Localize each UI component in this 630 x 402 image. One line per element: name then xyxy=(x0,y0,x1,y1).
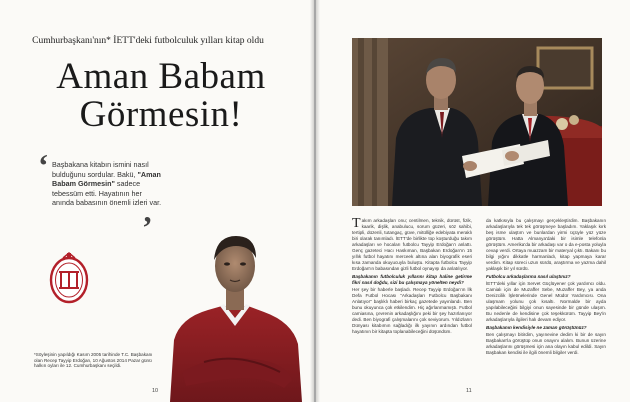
interview-question: Başbakanın kendisiyle ne zaman görüştünüz? xyxy=(486,324,587,330)
caption: *Söyleşinin yapıldığı Kasım 2005 tarihinde T.C. Başbakanı olan Recep Tayyip Erdoğan, 10 Ağustos 2014 Pazar günü halkın oyları ile 12. Cumhurbaşkanı seçildi. xyxy=(34,352,153,369)
headline-line-1: Aman Babam xyxy=(56,56,266,97)
article-paragraph: İETT'deki yıllar için Servet Güçlüyener çok yardımcı oldu. Camialı için de Muzaffer Sebe, Muzaffer Bey, ya anda Denizcilik İşletmelerinde Genel Müdür Yardımcısı. Ona ulaşmam yolunu çok kısaltı. Normalde bir ayda yapılabileceğini bilgiyi onun sayesinde bir günde ulaşım. Bu nedenle de kendisine çok teşekkürüm. Tayyip Bey'in arkadaşlarıyla ilgileri halı devam ediyor. xyxy=(486,281,606,322)
quote-open-icon: ‘ xyxy=(38,147,49,183)
drop-cap: T xyxy=(352,218,361,231)
page-number-right: 11 xyxy=(466,388,472,394)
iett-logo-icon xyxy=(48,250,90,306)
article-column-1 xyxy=(352,218,472,386)
pull-quote-bold: "Aman Babam Görmesin" xyxy=(52,169,161,189)
interview-question: Başbakanın futbolculuk yıllarını kitap haline getirme fikri nasıl doğdu, sizi bu çalışmaya yönelten neydi? xyxy=(352,273,472,285)
headline-line-2: Görmesin! xyxy=(79,94,243,135)
article-paragraph: Ben çalışmayı bitirdim, yayınevine dedim ki bir de sayın Başbakan'la görüştüp onun onayını alalım. Bunun üzerine arkadaşlarını görüşmesi için ana olayın kabul edildi. Sayın Başbakan kendisi ile ilgili önemli bilgiler verdi. xyxy=(486,332,606,355)
article-paragraph xyxy=(352,218,472,272)
headline xyxy=(26,58,296,134)
article-paragraph: da katkısıyla bu çalışmayı gerçekleştirdim. Başbakanın arkadaşlarıyla tek tek görüşmeye başladım. Yaklaşık kırk beş isme ulaştım ve bunlardan yirmi üçüyle yüz yüze görüştüm. Hatta Almanya'daki bir isimle telefonla görüştüm. Amerika'da bir arkadaşı var o da e-posta yoluyla cevap verdi. Ortaya muazzam bir materyal çıktı. Bakanı bu bilgi yığını dikkatle harmanladı, kitap yapmaya karar verdim. Kitap süreci uzun sürdü, araştırma ve yazma dahil yaklaşık bir yıl sürdü. xyxy=(486,218,606,271)
right-page xyxy=(316,0,630,402)
kicker: Cumhurbaşkanı'nın* İETT'deki futbolculuk yılları kitap oldu xyxy=(32,36,264,46)
meeting-photo xyxy=(352,38,602,206)
paragraph-text: akım arkadaşları onu; centilmen, teknik, dürüst, fizik, kaarik, dişlik, anabulucu, sorum güzeri, söz sahibi, tertipli, düzenli, tutangaç, güve, mitülliğe edebiyata meraklı biri olarak tanımladı. İETT'de birlikte top koşturduğu takım arkadaşları ve hocaları futbolcu Tayyip Erdoğan'ı anlattı. Genç gazeteci Hacı Haskıman, Başbakan Erdoğan'ın 15 yıllık futbol hayatını merceek altına alan biyografik eseri kısa zamanda okuyucuyla buluştu. Kitapta futbolcu Tayyip Erdoğan'ın babasından gizli futbol oynayışı da anlatılıyor. xyxy=(352,218,472,271)
book-gutter xyxy=(310,0,320,402)
page-number-left: 10 xyxy=(152,388,159,394)
pull-quote xyxy=(52,160,162,208)
article-body xyxy=(352,218,606,386)
portrait-photo xyxy=(160,222,310,402)
interview-question: Futbolcu arkadaşlarına nasıl ulaştınız? xyxy=(486,273,571,279)
article-column-2 xyxy=(486,218,606,386)
pull-quote-text-2: sadece tebessüm etti. Hayatının her anında babasının önemli izleri var. xyxy=(52,179,162,208)
quote-close-icon: ’ xyxy=(142,209,153,245)
pull-quote-text-1: Başbakana kitabın ismini nasıl bulduğunu sordular. Bakü, xyxy=(52,160,149,179)
left-page xyxy=(0,0,314,402)
article-paragraph: Her şey bir haberle başladı. Recep Tayyip Erdoğan'ın İlk Defa Futbol Hocası "Arkadaşları Futbolcu Başbakanı Anlatıyor" başlıklı haberi birkaç gazetede yayınlandı. Ben bunu okuyunca çok etkilendim. Hiç ağırlanmamıştı. Futbol camiasına, çevrenin arkadaşlığını peki bir şey hazırlanıyor dedi. Ben biyografi çalışmalarını çok seviyorum. Yıldızların Dünyası kitabımın sağladığı ilk yayının ardından futbol hayatının bir kitapta toplanabileceğini düşündüm. xyxy=(352,287,472,334)
